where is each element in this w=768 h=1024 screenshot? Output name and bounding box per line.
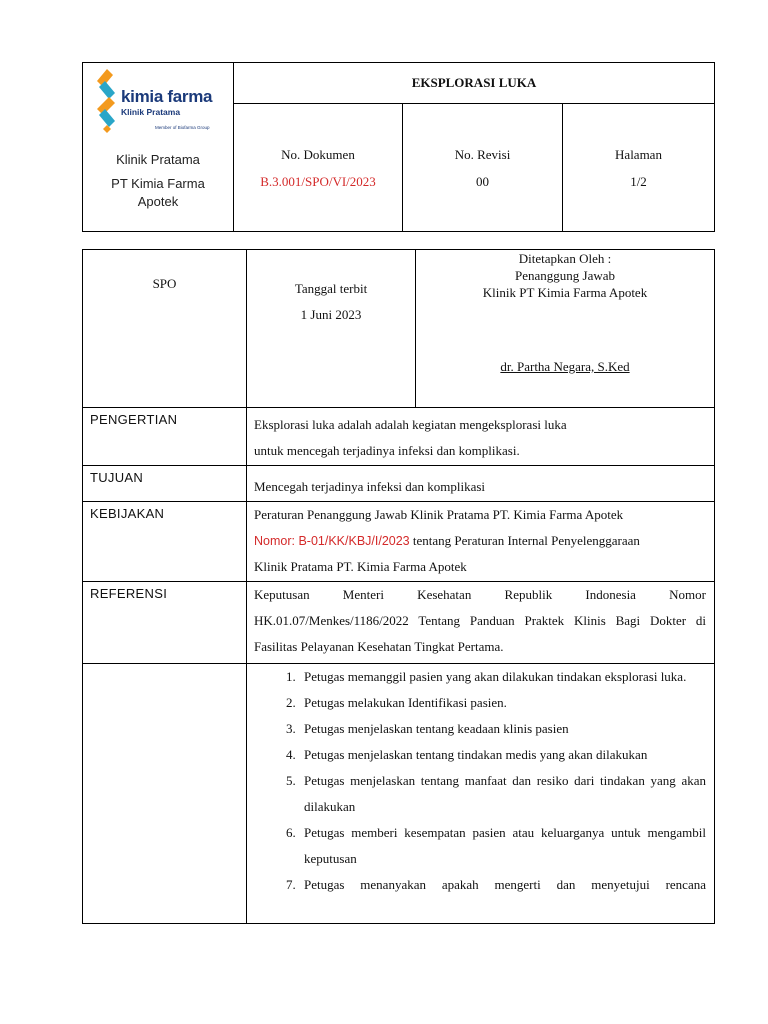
kebijakan-label: KEBIJAKAN: [83, 502, 247, 582]
kebijakan-line-2: [254, 528, 706, 554]
prosedur-step: 4. Petugas menjelaskan tentang tindakan medis yang akan dilakukan: [299, 742, 706, 768]
prosedur-step: 5. Petugas menjelaskan tentang manfaat dan resiko dari tindakan yang akan dilakukan: [299, 768, 706, 820]
clinic-line-2: PT Kimia Farma: [111, 176, 205, 191]
prosedur-steps: [254, 664, 706, 898]
referensi-label: REFERENSI: [83, 582, 247, 664]
no-dokumen-cell: [234, 104, 403, 232]
pengertian-label: PENGERTIAN: [83, 408, 247, 466]
tanggal-terbit-label: Tanggal terbit: [294, 281, 368, 296]
halaman-cell: [563, 104, 715, 232]
clinic-line-1: Klinik Pratama: [116, 152, 200, 167]
kebijakan-nomor: Nomor: B-01/KK/KBJ/I/2023: [254, 534, 410, 548]
ditetapkan-line-2: Penanggung Jawab: [514, 268, 615, 283]
halaman-value: 1/2: [630, 173, 647, 189]
kimia-farma-emblem-icon: [93, 67, 123, 135]
no-revisi-label: No. Revisi: [454, 146, 511, 162]
header-table: [82, 62, 715, 232]
spo-table: [82, 249, 715, 924]
document-title: EKSPLORASI LUKA: [234, 63, 715, 104]
kebijakan-line-2-rest: tentang Peraturan Internal Penyelenggaraan: [409, 533, 640, 548]
spo-label: SPO: [83, 250, 247, 408]
tujuan-text: Mencegah terjadinya infeksi dan komplikasi: [247, 466, 715, 502]
signer-name: dr. Partha Negara, S.Ked: [500, 359, 630, 374]
no-revisi-value: 00: [476, 173, 489, 189]
referensi-text: Keputusan Menteri Kesehatan Republik Indonesia Nomor HK.01.07/Menkes/1186/2022 Tentang Panduan Praktek Klinis Bagi Dokter di Fasilitas Pelayanan Kesehatan Tingkat Pertama.: [247, 582, 715, 664]
no-dokumen-value: B.3.001/SPO/VI/2023: [260, 173, 376, 189]
logo-cell: [83, 63, 234, 232]
no-revisi-cell: [403, 104, 563, 232]
ditetapkan-cell: [416, 250, 715, 408]
tanggal-terbit-value: 1 Juni 2023: [300, 307, 362, 322]
ditetapkan-line-3: Klinik PT Kimia Farma Apotek: [482, 285, 648, 300]
logo-member-text: Member of Biofarma Group: [155, 125, 210, 130]
tujuan-label: TUJUAN: [83, 466, 247, 502]
prosedur-label: [83, 664, 247, 924]
tanggal-terbit-cell: [247, 250, 416, 408]
prosedur-step: 6. Petugas memberi kesempatan pasien atau keluarganya untuk mengambil keputusan: [299, 820, 706, 872]
kebijakan-line-3: Klinik Pratama PT. Kimia Farma Apotek: [254, 559, 467, 574]
kebijakan-content: [247, 502, 715, 582]
kimia-farma-logo: [93, 67, 219, 135]
logo-wordmark: kimia farma: [121, 87, 213, 106]
prosedur-content: [247, 664, 715, 924]
pengertian-line-2: untuk mencegah terjadinya infeksi dan komplikasi.: [254, 443, 520, 458]
prosedur-step: 2. Petugas melakukan Identifikasi pasien.: [299, 690, 706, 716]
pengertian-line-1: Eksplorasi luka adalah adalah kegiatan mengeksplorasi luka: [254, 417, 567, 432]
clinic-name: [83, 151, 233, 211]
prosedur-step: 3. Petugas menjelaskan tentang keadaan klinis pasien: [299, 716, 706, 742]
halaman-label: Halaman: [615, 146, 662, 162]
no-dokumen-label: No. Dokumen: [281, 146, 355, 162]
clinic-line-3: Apotek: [137, 194, 179, 209]
ditetapkan-line-1: Ditetapkan Oleh :: [518, 251, 612, 266]
prosedur-step: 1. Petugas memanggil pasien yang akan dilakukan tindakan eksplorasi luka.: [299, 664, 706, 690]
pengertian-content: [247, 408, 715, 466]
logo-subtitle: Klinik Pratama: [121, 107, 181, 117]
prosedur-step: 7. Petugas menanyakan apakah mengerti dan menyetujui rencana: [299, 872, 706, 898]
kebijakan-line-1: Peraturan Penanggung Jawab Klinik Pratama PT. Kimia Farma Apotek: [254, 507, 624, 522]
